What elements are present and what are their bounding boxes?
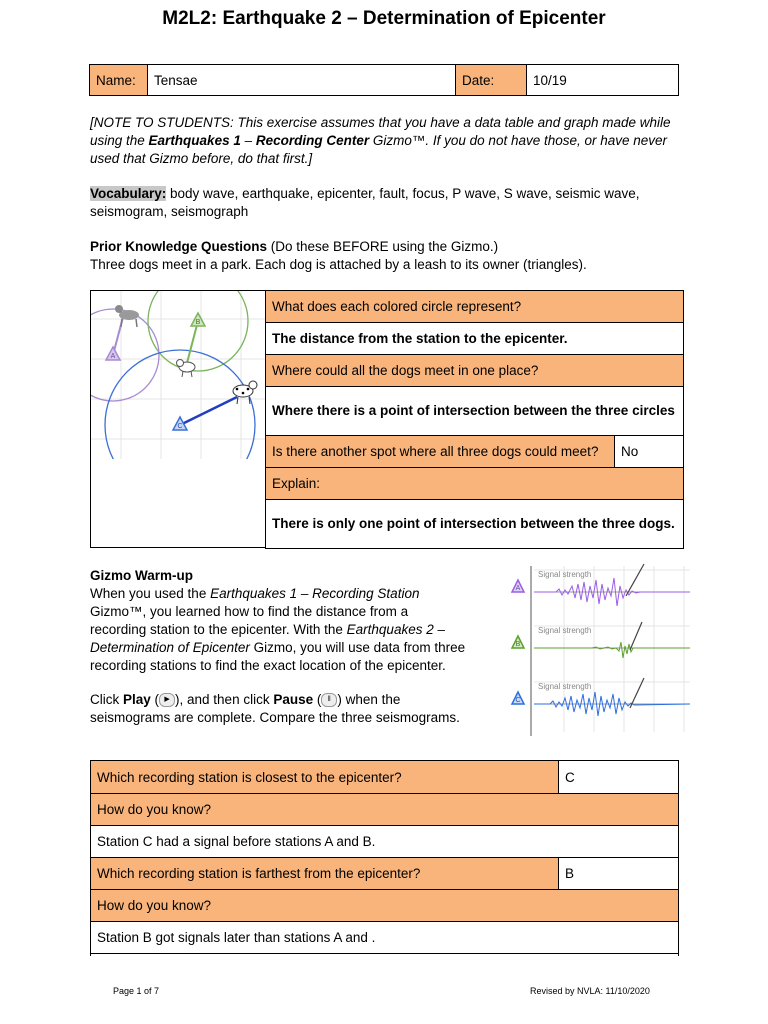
warmup-heading: Gizmo Warm-up (90, 568, 193, 583)
prior-q2: Where could all the dogs meet in one place? (266, 355, 684, 387)
date-field[interactable]: 10/19 (527, 65, 679, 96)
warmup-q1: Which recording station is closest to the epicenter? (91, 761, 559, 794)
leash-c (180, 397, 237, 425)
note-to-students: [NOTE TO STUDENTS: This exercise assumes that you have a data table and graph made while using the Earthquakes 1 – Recording Center Gizmo™. If you do not have those, or have never used that Gizmo before, do that first.] (90, 115, 671, 166)
date-label: Date: (456, 65, 527, 96)
warmup-a3[interactable]: B (559, 858, 679, 890)
signal-label-a: Signal strength (538, 570, 592, 579)
warmup-q2: How do you know? (91, 794, 679, 826)
warmup-q3: Which recording station is farthest from the epicenter? (91, 858, 559, 890)
name-field[interactable]: Tensae (148, 65, 456, 96)
table-continuation (90, 953, 679, 956)
warmup-a4[interactable]: Station B got signals later than stations A and . (91, 922, 679, 954)
vocabulary: Vocabulary: body wave, earthquake, epicenter, fault, focus, P wave, S wave, seismic wave, seismogram, seismograph (90, 186, 640, 219)
warmup-q4: How do you know? (91, 890, 679, 922)
signal-label-b: Signal strength (538, 626, 592, 635)
trace-b (534, 642, 690, 658)
dog-grey-icon (115, 305, 139, 327)
seismograms-svg (504, 562, 690, 740)
page-title: M2L2: Earthquake 2 – Determination of Epicenter (162, 8, 606, 29)
prior-knowledge-table (265, 290, 684, 549)
dog-diagram (90, 290, 266, 548)
footer-revised: Revised by NVLA: 11/10/2020 (530, 986, 650, 996)
prior-q1: What does each colored circle represent? (266, 291, 684, 323)
play-icon: ▶ (159, 693, 175, 707)
pause-icon: ‖ (321, 693, 337, 707)
seismogram-b (512, 622, 690, 658)
signal-label-c: Signal strength (538, 682, 592, 691)
station-c-label: C (515, 697, 521, 704)
prior-q4: Explain: (266, 468, 684, 500)
warmup-table (90, 760, 679, 954)
label-c: C (177, 423, 183, 430)
label-a: A (110, 353, 116, 360)
name-date-table (89, 64, 679, 96)
warmup-text: Gizmo Warm-up When you used the Earthquakes 1 – Recording Station Gizmo™, you learned how to find the distance from a recording station to the epicenter. With the Earthquakes 2 – Determination of Epicenter Gizmo, you will use data from three recording stations to find the exact location of the epicenter. (90, 568, 466, 673)
circle-a (91, 309, 159, 401)
warmup-instructions: Click Play ( ▶ ), and then click Pause ( ‖ ) when the seismograms are complete. Compare the three seismograms. (90, 692, 460, 725)
diagram-gridlines (91, 291, 265, 459)
warmup-a1[interactable]: C (559, 761, 679, 794)
station-a-label: A (515, 585, 521, 592)
prior-a3[interactable]: No (615, 436, 684, 468)
dog-white-icon (177, 360, 196, 378)
leash-b (187, 321, 198, 363)
warmup-a2[interactable]: Station C had a signal before stations A and B. (91, 826, 679, 858)
dog-diagram-svg (91, 291, 265, 547)
prior-a4[interactable]: There is only one point of intersection between the three dogs. (266, 500, 684, 549)
footer-page: Page 1 of 7 (113, 986, 160, 996)
triangle-a-icon (106, 347, 120, 360)
prior-a1[interactable]: The distance from the station to the epicenter. (266, 323, 684, 355)
seismogram-c (512, 678, 690, 716)
label-b: B (195, 319, 201, 326)
dog-dalmatian-icon (233, 381, 257, 404)
prior-knowledge: Prior Knowledge Questions (Do these BEFORE using the Gizmo.) Three dogs meet in a park. Each dog is attached by a leash to its owner (triangles). (90, 239, 587, 272)
prior-a2[interactable]: Where there is a point of intersection between the three circles (266, 387, 684, 436)
station-b-label: B (515, 641, 521, 648)
pen-a (626, 564, 644, 596)
prior-q3: Is there another spot where all three dogs could meet? (266, 436, 615, 468)
seismograms (504, 562, 690, 740)
name-label: Name: (90, 65, 148, 96)
